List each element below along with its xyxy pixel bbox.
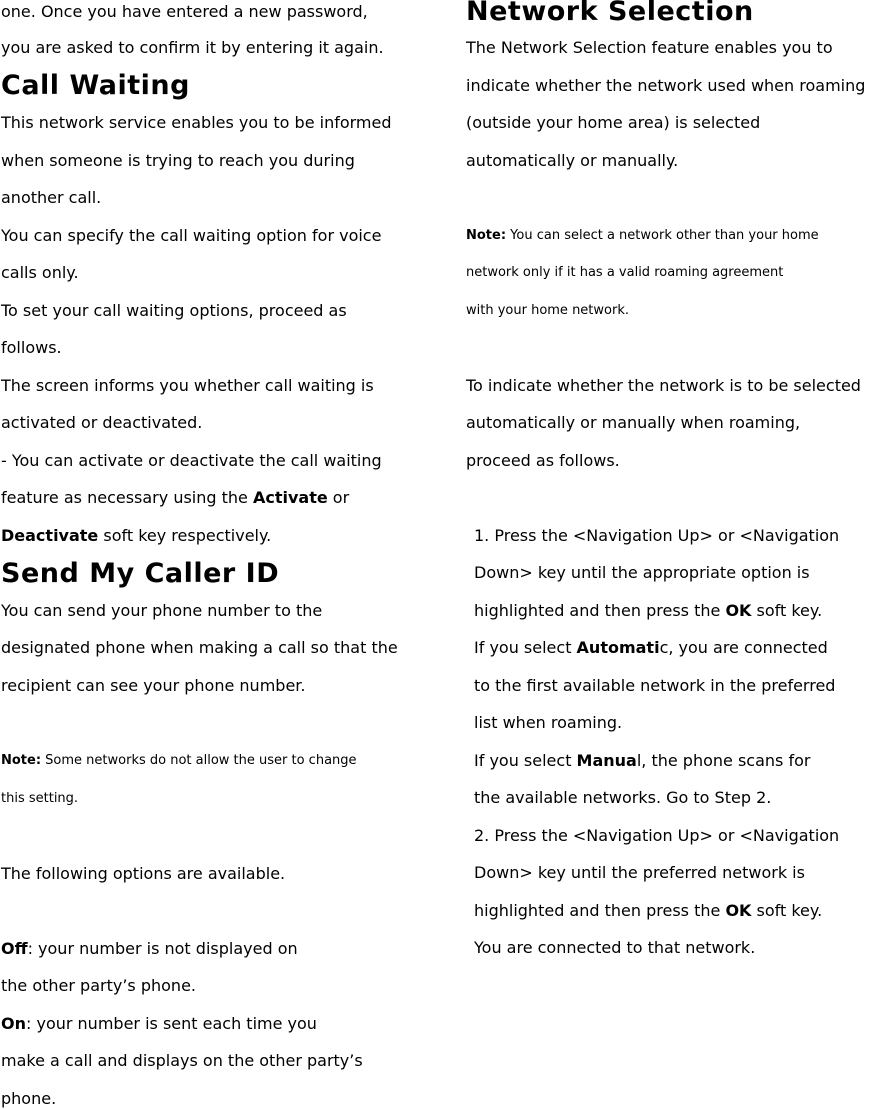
step-2: Down> key until the preferred network is (474, 863, 805, 882)
note: this setting. (1, 791, 79, 806)
body-line: automatically or manually when roaming, (466, 413, 801, 432)
body-line: The following options are available. (1, 864, 286, 883)
body-line: You can specify the call waiting option for voice (1, 226, 382, 245)
body-line: automatically or manually. (466, 151, 679, 170)
body-line: - You can activate or deactivate the call waiting (1, 451, 382, 470)
body-line: Deactivate soft key respectively. (1, 526, 272, 545)
body-line: the available networks. Go to Step 2. (474, 788, 772, 807)
body-line: to the first available network in the preferred (474, 676, 836, 695)
body-line: To set your call waiting options, proceed as (1, 301, 347, 320)
note-label: Note: (1, 753, 42, 768)
body-line: follows. (1, 338, 62, 357)
option-off-label: Off (1, 939, 28, 958)
body-line: feature as necessary using the Activate or (1, 488, 350, 507)
send-caller-id-heading: Send My Caller ID (1, 558, 280, 589)
body-line: the other party’s phone. (1, 976, 196, 995)
note: Note: Some networks do not allow the user to change (1, 753, 357, 768)
body-line: when someone is trying to reach you during (1, 151, 355, 170)
note: Note: You can select a network other than your home (466, 228, 819, 243)
step-1: highlighted and then press the OK soft key. (474, 601, 823, 620)
body-line: You can send your phone number to the (1, 601, 323, 620)
intro-line: one. Once you have entered a new password, (1, 2, 368, 21)
step-1: Down> key until the appropriate option is (474, 563, 810, 582)
option-on-label: On (1, 1014, 26, 1033)
step-1: 1. Press the <Navigation Up> or <Navigation (474, 526, 840, 545)
ok-softkey-label: OK (725, 601, 752, 620)
manual-option: If you select Manual, the phone scans for (474, 751, 811, 770)
body-line: proceed as follows. (466, 451, 620, 470)
ok-softkey-label: OK (725, 901, 752, 920)
body-line: phone. (1, 1089, 57, 1108)
call-waiting-heading: Call Waiting (1, 70, 190, 101)
body-line: activated or deactivated. (1, 413, 203, 432)
body-line: designated phone when making a call so that the (1, 638, 398, 657)
network-selection-heading: Network Selection (466, 0, 754, 27)
automatic-label: Automati (576, 638, 660, 657)
body-line: The screen informs you whether call waiting is (1, 376, 374, 395)
body-line: You are connected to that network. (474, 938, 756, 957)
activate-softkey-label: Activate (252, 488, 328, 507)
body-line: The Network Selection feature enables you to (466, 38, 833, 57)
body-line: (outside your home area) is selected (466, 113, 761, 132)
option-on: On: your number is sent each time you (1, 1014, 317, 1033)
note: with your home network. (466, 303, 629, 318)
intro-line: you are asked to confirm it by entering it again. (1, 38, 384, 57)
note: network only if it has a valid roaming agreement (466, 265, 784, 280)
step-2: highlighted and then press the OK soft key. (474, 901, 823, 920)
body-line: list when roaming. (474, 713, 623, 732)
body-line: To indicate whether the network is to be selected (466, 376, 861, 395)
note-label: Note: (466, 228, 507, 243)
step-2: 2. Press the <Navigation Up> or <Navigation (474, 826, 840, 845)
body-line: calls only. (1, 263, 79, 282)
option-off: Off: your number is not displayed on (1, 939, 298, 958)
body-line: make a call and displays on the other party’s (1, 1051, 363, 1070)
deactivate-softkey-label: Deactivate (1, 526, 99, 545)
body-line: This network service enables you to be informed (1, 113, 392, 132)
body-line: another call. (1, 188, 102, 207)
automatic-option: If you select Automatic, you are connected (474, 638, 828, 657)
manual-label: Manua (576, 751, 637, 770)
body-line: recipient can see your phone number. (1, 676, 306, 695)
body-line: indicate whether the network used when roaming (466, 76, 866, 95)
